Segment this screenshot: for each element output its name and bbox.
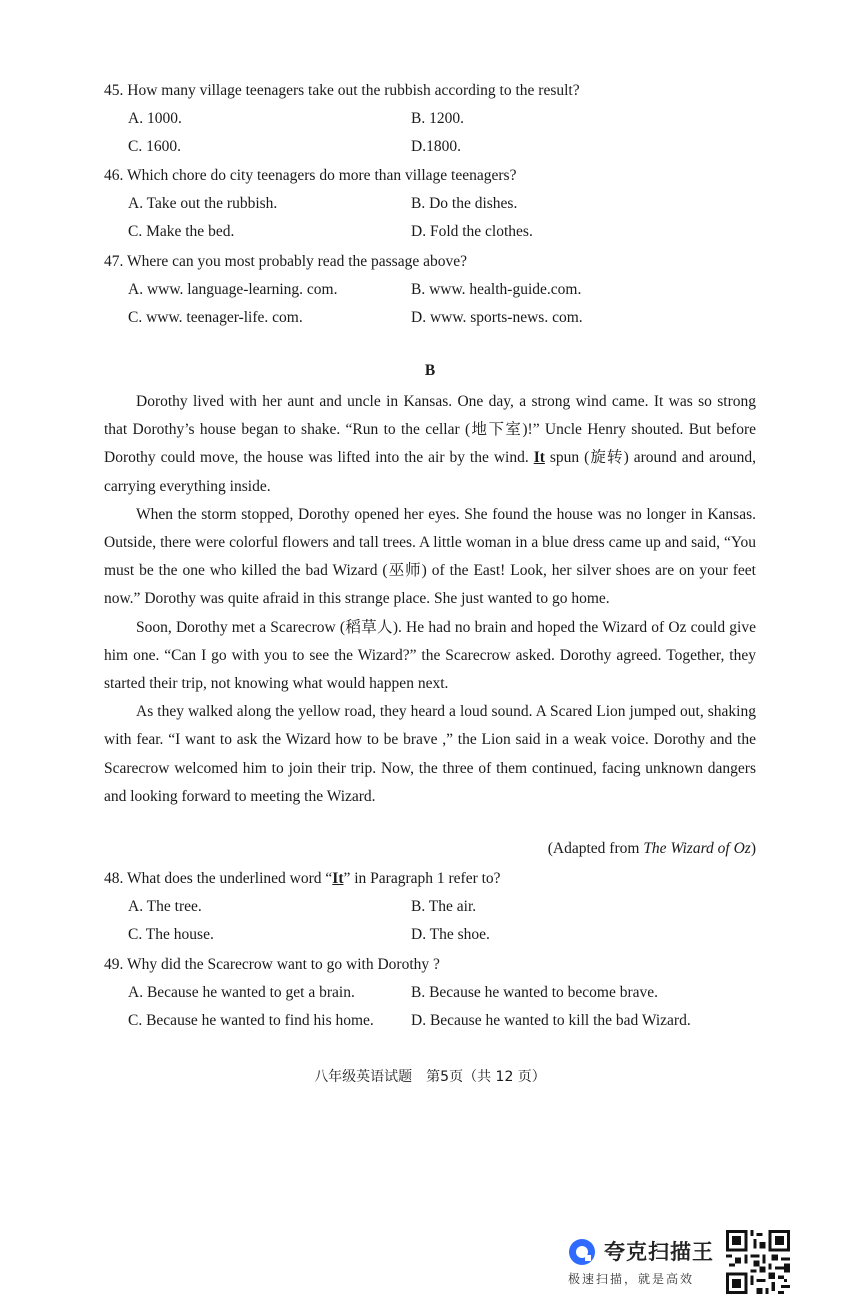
paragraph-text: Dorothy lived with her aunt and uncle in Kansas. One day, a strong wind came. It was so strong that Dorothy’s house began to shake. “Run to the cellar (地下室)!” Uncle Henry shouted. But before Dorothy could move, the house was lifted into the air by the wind.	[104, 393, 756, 467]
source-suffix: )	[750, 840, 756, 857]
option-b: B. Do the dishes.	[411, 195, 518, 212]
option-b: B. 1200.	[411, 110, 464, 127]
question-48	[104, 868, 764, 946]
paragraph-1	[104, 388, 756, 501]
option-c: C. 1600.	[128, 138, 181, 155]
option-b: B. Because he wanted to become brave.	[411, 984, 659, 1001]
question-stem	[104, 868, 764, 890]
question-49	[104, 954, 764, 1032]
underlined-word: It	[332, 870, 344, 887]
source-prefix: (Adapted from	[547, 840, 644, 857]
question-stem: 49. Why did the Scarecrow want to go with Dorothy ?	[104, 956, 440, 973]
question-stem: 46. Which chore do city teenagers do more than village teenagers?	[104, 167, 517, 184]
option-d: D.1800.	[411, 138, 461, 155]
option-a: A. Because he wanted to get a brain.	[128, 984, 355, 1001]
section-title: B	[424, 362, 436, 379]
stem-text: 48. What does the underlined word “	[104, 870, 333, 887]
paragraph-text: spun (旋转) around and around, carrying everything inside.	[104, 449, 756, 495]
option-d: D. Fold the clothes.	[411, 223, 533, 240]
option-a: A. The tree.	[128, 898, 202, 915]
option-c: C. The house.	[128, 926, 214, 943]
option-b: B. www. health-guide.com.	[411, 281, 582, 298]
underlined-word: It	[533, 449, 545, 467]
question-46	[104, 165, 764, 243]
source-title: The Wizard of Oz	[643, 840, 751, 857]
quark-logo-icon	[568, 1238, 596, 1266]
option-c: C. www. teenager-life. com.	[128, 309, 303, 326]
option-c: C. Make the bed.	[128, 223, 235, 240]
question-stem: 47. Where can you most probably read the passage above?	[104, 253, 467, 270]
reading-passage	[104, 388, 756, 811]
option-d: D. www. sports-news. com.	[411, 309, 583, 326]
question-45	[104, 80, 764, 158]
brand-tagline: 极速扫描，就是高效	[568, 1272, 695, 1286]
paragraph-3: Soon, Dorothy met a Scarecrow (稻草人). He had no brain and hoped the Wizard of Oz could give him one. “Can I go with you to see the Wizard?” the Scarecrow asked. Dorothy agreed. Together, they started their trip, not knowing what would happen next.	[104, 618, 756, 693]
stem-text: ” in Paragraph 1 refer to?	[343, 870, 501, 887]
option-c: C. Because he wanted to find his home.	[128, 1012, 374, 1029]
option-a: A. www. language-learning. com.	[128, 281, 338, 298]
option-d: D. The shoe.	[411, 926, 490, 943]
question-stem: 45. How many village teenagers take out the rubbish according to the result?	[104, 82, 580, 99]
scanner-watermark	[568, 1236, 718, 1292]
question-47	[104, 251, 764, 329]
option-b: B. The air.	[411, 898, 477, 915]
brand-name: 夸克扫描王	[604, 1240, 714, 1264]
paragraph-4: As they walked along the yellow road, they heard a loud sound. A Scared Lion jumped out, shaking with fear. “I want to ask the Wizard how to be brave ,” the Lion said in a weak voice. Dorothy and the Scarecrow welcomed him to join their trip. Now, the three of them continued, facing unknown dangers and looking forward to meeting the Wizard.	[104, 703, 756, 805]
paragraph-2: When the storm stopped, Dorothy opened her eyes. She found the house was no longer in Kansas. Outside, there were colorful flowers and tall trees. A little woman in a blue dress came up and said, “You must be the one who killed the bad Wizard (巫师) of the East! Look, her silver shoes are on your feet now.” Dorothy was quite afraid in this strange place. She just wanted to go home.	[104, 505, 756, 608]
option-d: D. Because he wanted to kill the bad Wizard.	[411, 1012, 691, 1029]
page-footer: 八年级英语试题 第5页（共 12 页）	[314, 1069, 546, 1085]
qr-code-icon	[726, 1230, 790, 1294]
option-a: A. Take out the rubbish.	[128, 195, 278, 212]
option-a: A. 1000.	[128, 110, 182, 127]
passage-source	[104, 838, 756, 860]
